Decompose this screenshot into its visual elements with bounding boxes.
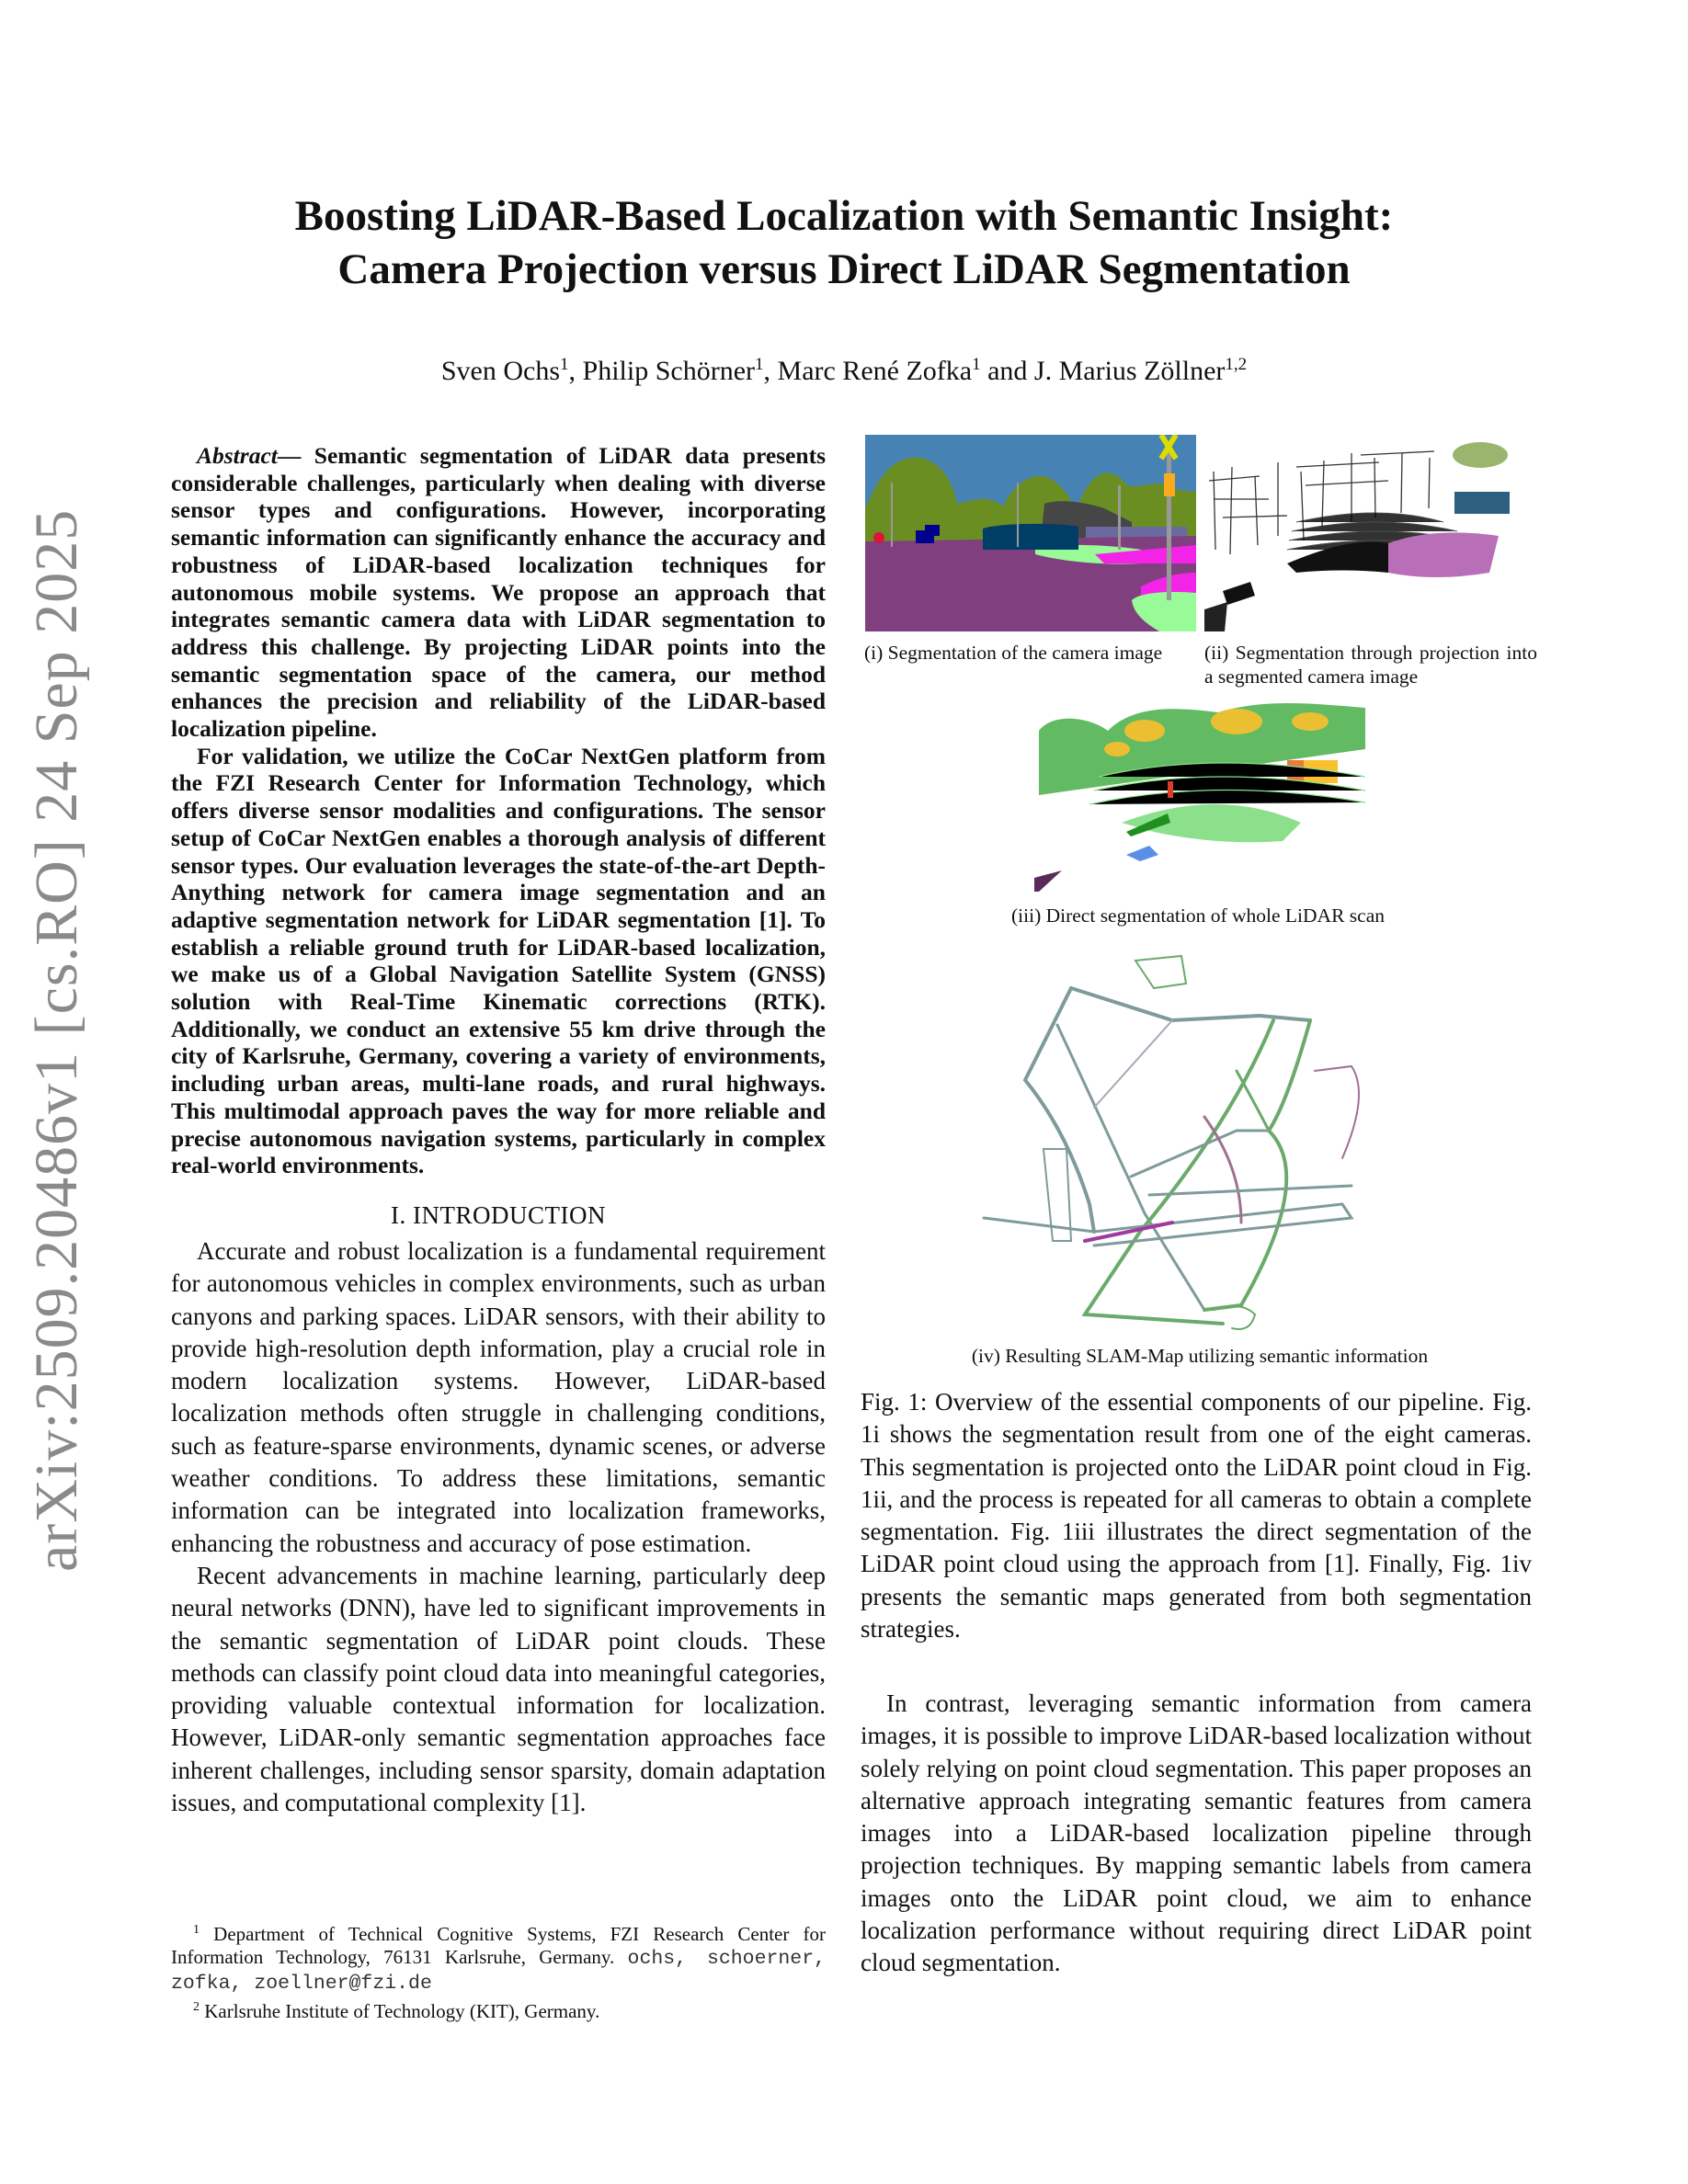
figure-1-caption: Fig. 1: Overview of the essential components of our pipeline. Fig. 1i shows the segmentation result from one of the eight cameras. This segmentation is projected onto the LiDAR point cloud in Fig. 1ii, and the process is repeated for all cameras to obtain a complete segmentation. Fig. 1iii illustrates the direct segmentation of the LiDAR point cloud using the approach from [1]. Finally, Fig. 1iv presents the semantic maps generated from both segmentation strategies. [861, 1388, 1532, 1644]
bus-region [983, 524, 1078, 550]
author-affiliation-mark: 1 [560, 355, 569, 374]
road-segment [1237, 1071, 1269, 1131]
abstract-paragraph: For validation, we utilize the CoCar NextGen platform from the FZI Research Center for Information Technology, which offers diverse sensor modalities and configurations. The sensor setup of CoCar NextGen enables a thorough analysis of different sensor types. Our evaluation leverages the state-of-the-art Depth-Anything network for camera image segmentation and an adaptive segmentation network for LiDAR segmentation [1]. To establish a reliable ground truth for LiDAR-based localization, we make us of a Global Navigation Satellite System (GNSS) solution with Real-Time Kinematic corrections (RTK). Additionally, we conduct an extensive 55 km drive through the city of Karlsruhe, Germany, covering a variety of environments, including urban areas, multi-lane roads, and rural highways. This multimodal approach paves the way for more reliable and precise autonomous navigation systems, particularly in complex real-world environments. [171, 742, 826, 1179]
author-affiliation-mark: 1 [972, 355, 981, 374]
vegetation-points [1453, 442, 1508, 468]
figure-1ii-projected-pointcloud-image [1204, 435, 1535, 631]
footnote-text: Department of Technical Cognitive Systems, FZI Research Center for Information Technology, 76131 Karlsruhe, Germany. [171, 1923, 827, 1968]
footnote-2 [171, 1996, 826, 2023]
figure-1ii-caption: (ii) Segmentation through projection into a segmented camera image [1204, 642, 1537, 688]
figure-1iv-slam-map-image [956, 938, 1453, 1342]
author-emails[interactable]: ochs, schoerner, zofka, zoellner@fzi.de [171, 1948, 826, 1995]
author-list [165, 347, 1523, 390]
title-line-1: Boosting LiDAR-Based Localization with Semantic Insight: [294, 192, 1394, 240]
person-region [873, 532, 884, 543]
road-segment [1149, 1186, 1352, 1195]
introduction-body [171, 1235, 826, 1819]
author-name: Sven Ochs [440, 356, 561, 386]
author-affiliation-mark: 1 [755, 355, 764, 374]
road-segment [1204, 1117, 1241, 1223]
object-points [1204, 602, 1227, 631]
right-column-body [861, 1688, 1532, 1980]
title-line-2: Camera Projection versus Direct LiDAR Segmentation [337, 245, 1351, 293]
footnote-text: Karlsruhe Institute of Technology (KIT), Germany. [204, 2000, 600, 2022]
footnotes [171, 1918, 826, 2023]
abstract-text: Semantic segmentation of LiDAR data presents considerable challenges, particularly when dealing with diverse sensor types and configurations. However, incorporating semantic information can significantly enhance the accuracy and robustness of LiDAR-based localization techniques for autonomous mobile systems. We propose an approach that integrates semantic camera data with LiDAR segmentation to address this challenge. By projecting LiDAR points into the semantic segmentation space of the camera, our method enhances the precision and reliability of the LiDAR-based localization pipeline. [171, 442, 826, 743]
projected-pointcloud-illustration [1204, 435, 1535, 631]
abstract-dash: — [277, 442, 314, 469]
author-affiliation-mark: 1,2 [1225, 355, 1248, 374]
author-name: Philip Schörner [582, 356, 756, 386]
body-paragraph: Accurate and robust localization is a fundamental requirement for autonomous vehicles in complex environments, such as urban canyons and parking spaces. LiDAR sensors, with their ability to provide high-resolution depth information, play a crucial role in modern localization systems. However, LiDAR-based localization methods often struggle in challenging conditions, such as feature-sparse environments, dynamic scenes, or adverse weather conditions. To address these limitations, semantic information can be integrated into localization frameworks, enhancing the robustness and accuracy of pose estimation. [171, 1237, 826, 1557]
road-segment [1135, 956, 1186, 988]
figure-1i-caption: (i) Segmentation of the camera image [864, 642, 1163, 664]
author-name: J. Marius Zöllner [1033, 356, 1226, 386]
slam-map-illustration [956, 938, 1453, 1342]
pole-region [891, 483, 893, 547]
author-separator: , [763, 356, 778, 386]
footnote-mark: 1 [193, 1923, 200, 1937]
object-points [1034, 870, 1062, 892]
pole-region [1017, 483, 1019, 547]
arxiv-identifier-stamp: arXiv:2509.20486v1 [cs.RO] 24 Sep 2025 [23, 508, 90, 1572]
footnote-1 [171, 1918, 826, 1996]
road-segment [1204, 1020, 1310, 1310]
road-segment [1094, 1020, 1172, 1108]
figure-1iv-caption: (iv) Resulting SLAM-Map utilizing semantic information [971, 1345, 1429, 1367]
paper-title [165, 189, 1523, 296]
pole-region [1167, 444, 1171, 600]
figure-1iii-direct-segmentation-image [1034, 694, 1367, 892]
author-name: Marc René Zofka [777, 356, 973, 386]
ground-points-dark [1287, 541, 1388, 573]
road-segment [1025, 988, 1094, 1232]
traffic-light-region [1164, 473, 1175, 496]
person-points [1168, 781, 1173, 798]
abstract [171, 442, 826, 1179]
abstract-keyword: Abstract [197, 442, 278, 469]
footnote-mark: 2 [193, 2000, 200, 2014]
body-paragraph: In contrast, leveraging semantic information from camera images, it is possible to improve LiDAR-based localization without solely relying on point cloud segmentation. This paper proposes an alternative approach integrating semantic features from camera images into a LiDAR-based localization pipeline through projection techniques. By mapping semantic labels from camera images onto the LiDAR point cloud, we aim to enhance localization performance without requiring direct LiDAR point cloud segmentation. [861, 1689, 1532, 1977]
figure-1iii-caption: (iii) Direct segmentation of whole LiDAR scan [1010, 904, 1385, 927]
vehicle-points [1454, 492, 1510, 514]
figure-1i-camera-segmentation-image [865, 435, 1196, 631]
road-segment [1085, 1020, 1273, 1324]
road-segment [1315, 1066, 1359, 1158]
road-segment [1071, 988, 1310, 1020]
object-points [1223, 582, 1255, 605]
ground-points-road [1388, 532, 1499, 577]
author-separator: , [568, 356, 583, 386]
map-roads [984, 956, 1359, 1329]
direct-segmentation-illustration [1034, 694, 1367, 892]
object-points [1126, 846, 1158, 861]
section-heading-introduction: I. INTRODUCTION [391, 1201, 606, 1229]
abstract-paragraph [171, 442, 826, 743]
body-paragraph: Recent advancements in machine learning, particularly deep neural networks (DNN), have led to significant improvements in the semantic segmentation of LiDAR point clouds. These methods can classify point cloud data into meaningful categories, providing valuable contextual information for localization. However, LiDAR-only semantic segmentation approaches face inherent challenges, including sensor sparsity, domain adaptation issues, and computational complexity [1]. [171, 1561, 826, 1817]
pole-region [1118, 485, 1121, 550]
author-separator: and [980, 356, 1034, 386]
camera-segmentation-illustration [865, 435, 1196, 631]
car-region [925, 525, 940, 536]
